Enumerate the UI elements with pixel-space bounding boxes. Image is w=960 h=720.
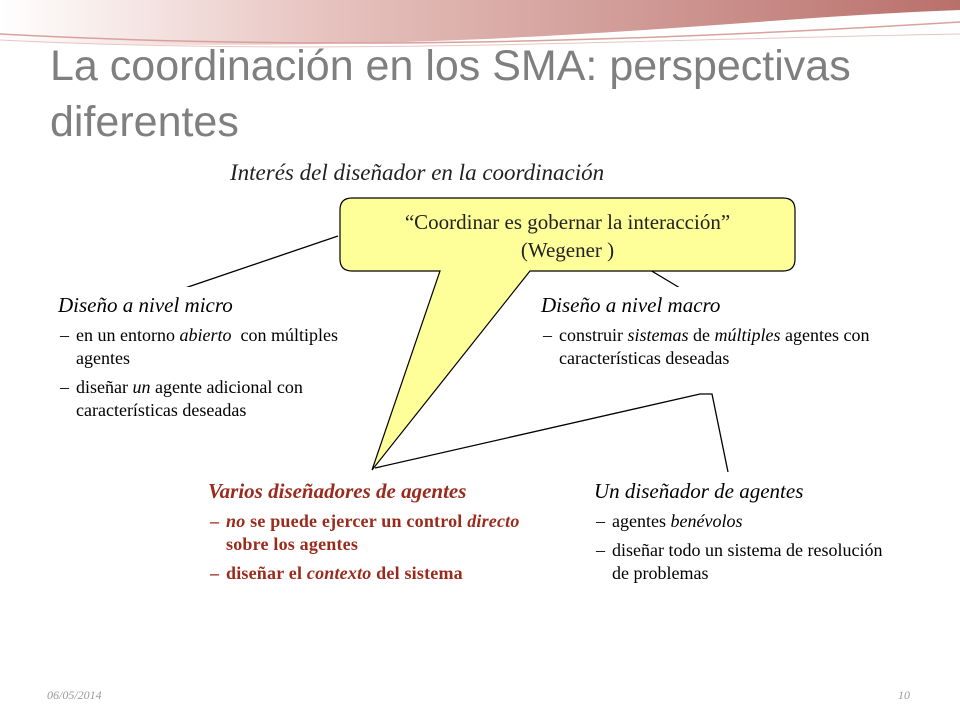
callout-text (340, 198, 795, 271)
varios-item-1: – no se puede ejercer un control directo sobre los agentes (208, 510, 558, 556)
micro-item-1: – en un entorno abierto con múltiples agentes (58, 324, 348, 370)
varios-title: Varios diseñadores de agentes (208, 479, 467, 503)
slide-title: La coordinación en los SMA: perspectivas diferentes (50, 42, 851, 146)
callout-author: (Wegener ) (520, 238, 615, 262)
box-macro (533, 287, 945, 392)
box-micro (48, 287, 368, 462)
uno-item-1: – agentes benévolos (594, 510, 884, 533)
connector-bottom (375, 394, 728, 472)
callout-quote: “Coordinar es gobernar la interacción” (404, 210, 731, 234)
uno-item-2: – diseñar todo un sistema de resolución de problemas (594, 539, 884, 585)
uno-list (594, 510, 884, 585)
macro-item-1: – construir sistemas de múltiples agentes con características deseadas (541, 324, 941, 370)
connector-micro (185, 236, 338, 288)
box-varios (198, 472, 581, 600)
varios-item-2: – diseñar el contexto del sistema (208, 562, 558, 585)
micro-list (58, 324, 348, 422)
macro-title: Diseño a nivel macro (541, 293, 721, 317)
uno-title: Un diseñador de agentes (594, 479, 804, 503)
diagram-subtitle: Interés del diseñador en la coordinación (230, 160, 605, 185)
footer-page-number: 10 (898, 688, 910, 702)
footer-date: 06/05/2014 (47, 688, 102, 702)
box-uno (586, 472, 886, 607)
micro-item-2: – diseñar un agente adicional con características deseadas (58, 376, 348, 422)
varios-list (208, 510, 558, 585)
micro-title: Diseño a nivel micro (58, 293, 233, 317)
macro-list (541, 324, 941, 370)
